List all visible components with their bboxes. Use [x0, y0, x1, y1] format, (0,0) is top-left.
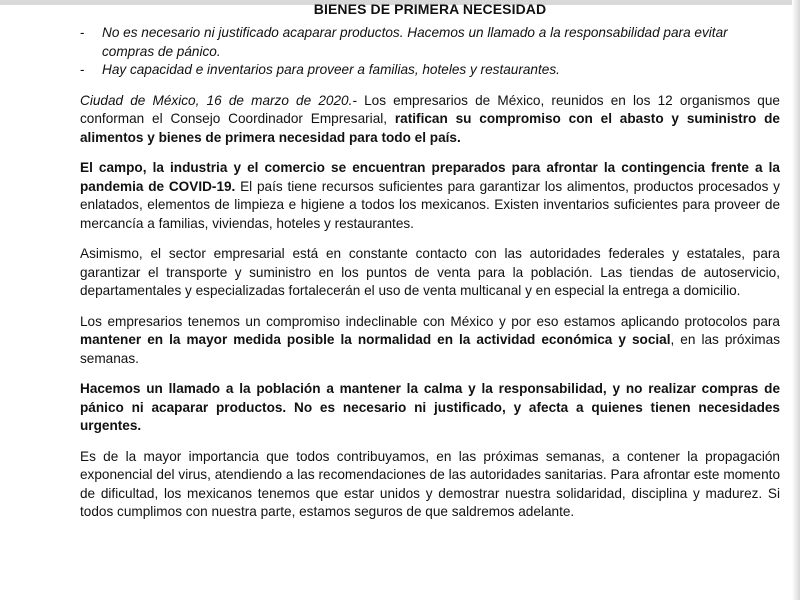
- press-release-body: [80, 0, 780, 522]
- bullet-dash: -: [80, 25, 85, 40]
- key-point-item: [80, 24, 780, 61]
- right-edge-shadow: [792, 0, 800, 600]
- campo-bold-text: El campo, la industria y el comercio se encuentran preparados para afrontar la contingencia frente a la pandemia de COVID-19.: [80, 160, 780, 194]
- key-point-text: Hay capacidad e inventarios para proveer a familias, hoteles y restaurantes.: [102, 62, 560, 77]
- key-point-text: No es necesario ni justificado acaparar productos. Hacemos un llamado a la responsabilidad para evitar compras de pánico.: [102, 25, 728, 59]
- intro-bold-text: ratifican su compromiso con el abasto y suministro de alimentos y bienes de primera necesidad para todo el país.: [80, 111, 780, 145]
- dateline: Ciudad de México, 16 de marzo de 2020.-: [80, 92, 357, 108]
- key-points-list: [80, 24, 780, 80]
- campo-text: El país tiene recursos suficientes para garantizar los alimentos, productos procesados y enlatados, elementos de limpieza e higiene a todos los mexicanos. Existen inventarios suficientes para proveer de mercancía a familias, viviendas, hoteles y restaurantes.: [80, 178, 780, 231]
- importancia-paragraph: Es de la mayor importancia que todos contribuyamos, en las próximas semanas, a contener la propagación exponencial del virus, atendiendo a las recomendaciones de las autoridades sanitarias. Para afrontar este momento de dificultad, los mexicanos tenemos que estar unidos y demostrar nuestra solidaridad, disciplina y madurez. Si todos cumplimos con nuestra parte, estamos seguros de que saldremos adelante.: [80, 448, 780, 519]
- intro-paragraph: [80, 92, 780, 148]
- empresarios-paragraph: [80, 313, 780, 369]
- key-point-item: [80, 61, 780, 80]
- empresarios-bold-text: mantener en la mayor medida posible la normalidad en la actividad económica y social: [80, 332, 671, 347]
- empresarios-tail: , en las próximas semanas.: [80, 332, 780, 366]
- intro-text: Los empresarios de México, reunidos en los 12 organismos que conforman el Consejo Coordinador Empresarial,: [80, 92, 780, 126]
- document-title: BIENES DE PRIMERA NECESIDAD: [313, 1, 547, 17]
- campo-paragraph: [80, 159, 780, 233]
- empresarios-text: Los empresarios tenemos un compromiso indeclinable con México y por eso estamos aplicando protocolos para: [80, 313, 780, 329]
- llamado-paragraph: Hacemos un llamado a la población a mantener la calma y la responsabilidad, y no realizar compras de pánico ni acaparar productos. No es necesario ni justificado, y afecta a quienes tienen necesidades urgentes.: [80, 381, 780, 433]
- asimismo-paragraph: Asimismo, el sector empresarial está en constante contacto con las autoridades federales y estatales, para garantizar el transporte y suministro en los puntos de venta para la población. Las tiendas de autoservicio, departamentales y especializadas fortalecerán el uso de venta multicanal y en especial la entrega a domicilio.: [80, 246, 780, 298]
- bullet-dash: -: [80, 62, 85, 77]
